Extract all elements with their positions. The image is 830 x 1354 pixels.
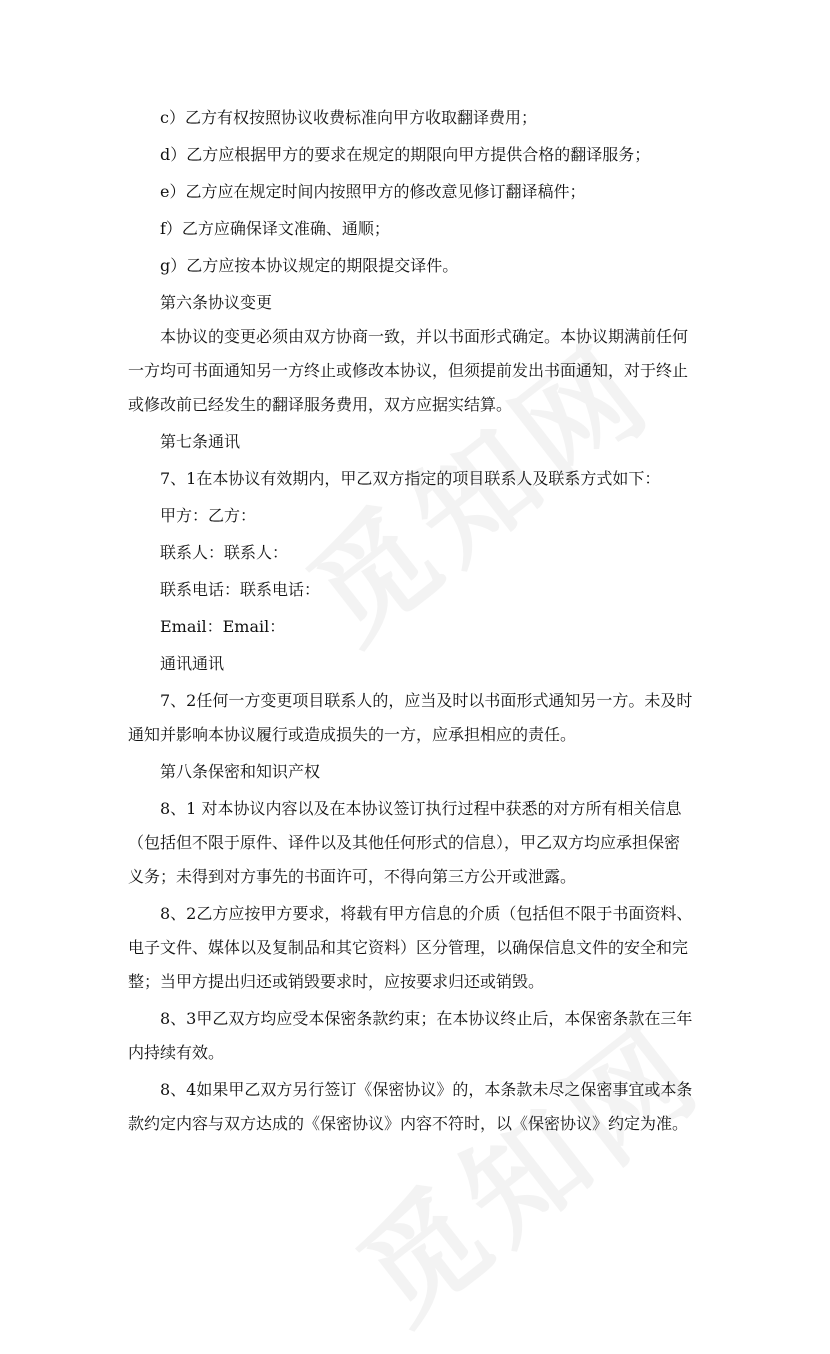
paragraph-line: 款约定内容与双方达成的《保密协议》内容不符时，以《保密协议》约定为准。 xyxy=(128,1114,689,1133)
paragraph-line: 8、1 对本协议内容以及在本协议签订执行过程中获悉的对方所有相关信息 xyxy=(160,799,682,818)
paragraph-line: 内持续有效。 xyxy=(128,1043,225,1062)
contact-comm: 通讯通讯 xyxy=(160,654,225,673)
list-item: c）乙方有权按照协议收费标准向甲方收取翻译费用； xyxy=(160,108,537,127)
document-body xyxy=(128,101,693,1141)
list-item: d）乙方应根据甲方的要求在规定的期限向甲方提供合格的翻译服务； xyxy=(160,145,651,164)
list-item: f）乙方应确保译文准确、通顺； xyxy=(160,219,390,238)
paragraph-line: 通知并影响本协议履行或造成损失的一方，应承担相应的责任。 xyxy=(128,725,577,744)
paragraph-line: 本协议的变更必须由双方协商一致，并以书面形式确定。本协议期满前任何 xyxy=(160,327,689,346)
paragraph-line: 义务；未得到对方事先的书面许可，不得向第三方公开或泄露。 xyxy=(128,867,577,886)
contact-phone: 联系电话：联系电话： xyxy=(160,580,321,599)
paragraph-line: 8、2乙方应按甲方要求，将载有甲方信息的介质（包括但不限于书面资料、 xyxy=(160,904,693,923)
paragraph-line: 电子文件、媒体以及复制品和其它资料）区分管理，以确保信息文件的安全和完 xyxy=(128,938,689,957)
paragraph-line: （包括但不限于原件、译件以及其他任何形式的信息），甲乙双方均应承担保密 xyxy=(128,833,681,852)
contact-person: 联系人：联系人： xyxy=(160,543,289,562)
section-heading: 第八条保密和知识产权 xyxy=(160,762,321,781)
paragraph-line: 整；当甲方提出归还或销毁要求时，应按要求归还或销毁。 xyxy=(128,972,545,991)
paragraph-line: 8、4如果甲乙双方另行签订《保密协议》的，本条款未尽之保密事宜或本条 xyxy=(160,1080,693,1099)
section-heading: 第七条通讯 xyxy=(160,432,241,451)
section-heading: 第六条协议变更 xyxy=(160,293,273,312)
paragraph-line: 8、3甲乙双方均应受本保密条款约束；在本协议终止后，本保密条款在三年 xyxy=(160,1009,693,1028)
paragraph-line: 一方均可书面通知另一方终止或修改本协议，但须提前发出书面通知，对于终止 xyxy=(128,361,689,380)
contact-parties: 甲方：乙方： xyxy=(160,506,257,525)
list-item: g）乙方应按本协议规定的期限提交译件。 xyxy=(160,256,459,275)
contact-email: Email：Email： xyxy=(160,617,286,636)
paragraph-line: 或修改前已经发生的翻译服务费用，双方应据实结算。 xyxy=(128,395,513,414)
paragraph-line: 7、1在本协议有效期内，甲乙双方指定的项目联系人及联系方式如下： xyxy=(160,469,661,488)
list-item: e）乙方应在规定时间内按照甲方的修改意见修订翻译稿件； xyxy=(160,182,586,201)
paragraph-line: 7、2任何一方变更项目联系人的，应当及时以书面形式通知另一方。未及时 xyxy=(160,691,693,710)
